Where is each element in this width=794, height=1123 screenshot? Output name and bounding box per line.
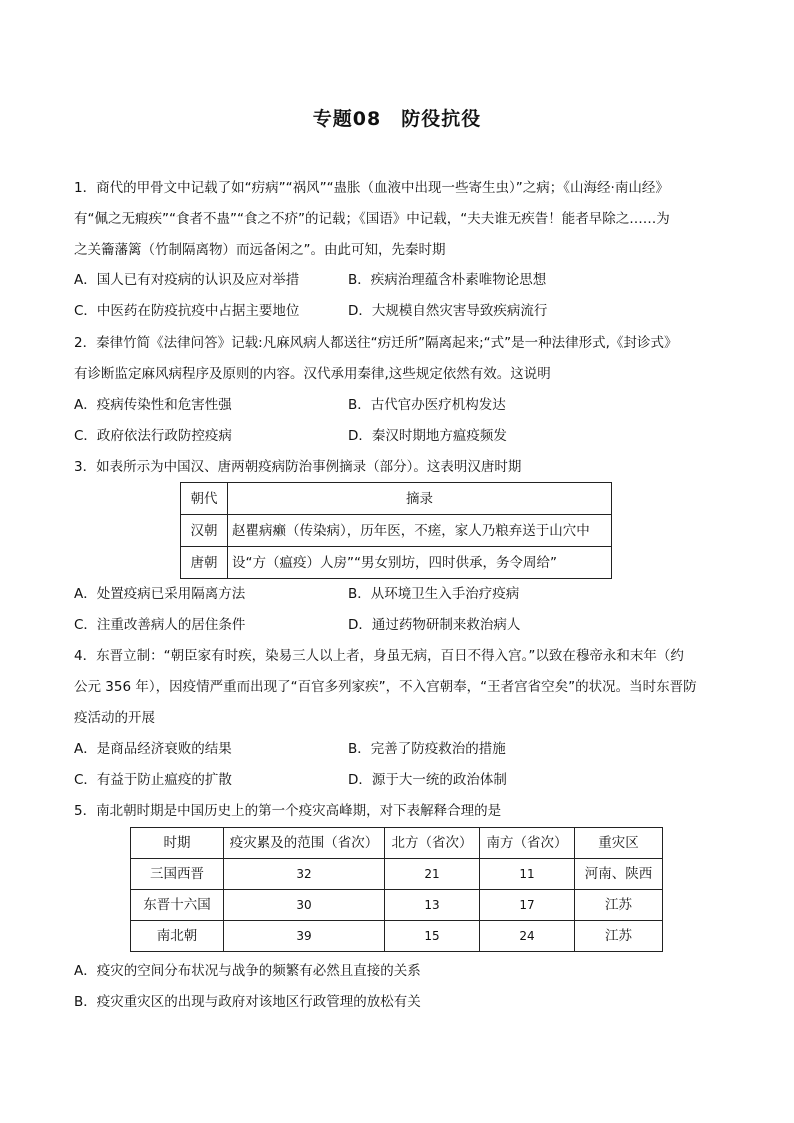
q4-stem-line-3: 疫活动的开展 <box>74 710 155 726</box>
table-header-cell: 摘录 <box>228 483 612 515</box>
q2-option-d[interactable]: D．秦汉时期地方瘟疫频发 <box>348 428 507 444</box>
table-cell: 赵瞿病癞（传染病），历年医，不瘥，家人乃粮弃送于山穴中 <box>228 515 612 547</box>
table-cell: 南北朝 <box>131 921 224 952</box>
table-cell: 汉朝 <box>181 515 228 547</box>
q4-option-b[interactable]: B．完善了防疫救治的措施 <box>348 741 506 757</box>
table-cell: 东晋十六国 <box>131 890 224 921</box>
q2-option-a[interactable]: A．疫病传染性和危害性强 <box>74 397 232 413</box>
table-cell: 江苏 <box>575 921 663 952</box>
table-cell: 17 <box>480 890 575 921</box>
q2-option-c[interactable]: C．政府依法行政防控疫病 <box>74 428 232 444</box>
table-row <box>131 859 663 890</box>
q5-option-a[interactable]: A．疫灾的空间分布状况与战争的频繁有必然且直接的关系 <box>74 963 421 979</box>
q4-option-a[interactable]: A．是商品经济衰败的结果 <box>74 741 232 757</box>
q3-option-a[interactable]: A．处置疫病已采用隔离方法 <box>74 586 246 602</box>
table-cell: 13 <box>385 890 480 921</box>
q3-stem: 3．如表所示为中国汉、唐两朝疫病防治事例摘录（部分）。这表明汉唐时期 <box>74 459 522 475</box>
table-cell: 唐朝 <box>181 547 228 579</box>
q3-table <box>180 482 612 579</box>
page-title: 专题08 防役抗役 <box>312 108 482 130</box>
table-cell: 39 <box>224 921 385 952</box>
q5-option-b[interactable]: B．疫灾重灾区的出现与政府对该地区行政管理的放松有关 <box>74 994 421 1010</box>
q3-option-b[interactable]: B．从环境卫生入手治疗疫病 <box>348 586 520 602</box>
q1-stem-line-2: 有“佩之无瘕疾”“食者不蛊”“食之不疥”的记载；《国语》中记载，“夫夫谁无疾眚！能者早除之……为 <box>74 211 670 227</box>
table-row <box>131 890 663 921</box>
table-header-cell: 朝代 <box>181 483 228 515</box>
table-cell: 江苏 <box>575 890 663 921</box>
table-cell: 24 <box>480 921 575 952</box>
q1-option-a[interactable]: A．国人已有对疫病的认识及应对举措 <box>74 272 300 288</box>
table-row <box>181 547 612 579</box>
q2-stem-line-2: 有诊断监定麻风病程序及原则的内容。汉代承用秦律,这些规定依然有效。这说明 <box>74 366 551 382</box>
q4-stem-line-1: 4．东晋立制：“朝臣家有时疾，染易三人以上者，身虽无病，百日不得入宫。”以致在穆帝永和末年（约 <box>74 648 684 664</box>
q1-option-d[interactable]: D．大规模自然灾害导致疾病流行 <box>348 303 548 319</box>
table-cell: 30 <box>224 890 385 921</box>
table-header-cell: 重灾区 <box>575 828 663 859</box>
table-header-cell: 时期 <box>131 828 224 859</box>
table-header-row <box>181 483 612 515</box>
q1-option-c[interactable]: C．中医药在防疫抗疫中占据主要地位 <box>74 303 300 319</box>
q2-stem-line-1: 2．秦律竹简《法律问答》记载:凡麻风病人都送往“疠迁所”隔离起来;“式”是一种法律形式,《封诊式》 <box>74 335 678 351</box>
q1-stem-line-3: 之关籥藩篱（竹制隔离物）而远备闲之”。由此可知，先秦时期 <box>74 242 446 258</box>
table-cell: 32 <box>224 859 385 890</box>
table-header-cell: 南方（省次） <box>480 828 575 859</box>
table-header-cell: 北方（省次） <box>385 828 480 859</box>
table-cell: 河南、陕西 <box>575 859 663 890</box>
q4-stem-line-2: 公元 356 年），因疫情严重而出现了“百官多列家疾”，不入宫朝奉，“王者宫省空矣”的状况。当时东晋防 <box>74 679 697 695</box>
q3-option-c[interactable]: C．注重改善病人的居住条件 <box>74 617 246 633</box>
table-cell: 15 <box>385 921 480 952</box>
q4-option-d[interactable]: D．源于大一统的政治体制 <box>348 772 507 788</box>
q5-table <box>130 827 663 952</box>
table-header-row <box>131 828 663 859</box>
table-header-cell: 疫灾累及的范围（省次） <box>224 828 385 859</box>
table-row <box>131 921 663 952</box>
q5-stem: 5．南北朝时期是中国历史上的第一个疫灾高峰期，对下表解释合理的是 <box>74 803 502 819</box>
table-cell: 11 <box>480 859 575 890</box>
q4-option-c[interactable]: C．有益于防止瘟疫的扩散 <box>74 772 232 788</box>
q2-option-b[interactable]: B．古代官办医疗机构发达 <box>348 397 506 413</box>
table-cell: 设“方（瘟疫）人房”“男女别坊，四时供承，务令周给” <box>228 547 612 579</box>
table-row <box>181 515 612 547</box>
q1-stem-line-1: 1．商代的甲骨文中记载了如“疠病”“祸风”“蛊胀（血液中出现一些寄生虫）”之病；《山海经·南山经》 <box>74 180 669 196</box>
q3-option-d[interactable]: D．通过药物研制来救治病人 <box>348 617 521 633</box>
table-cell: 三国西晋 <box>131 859 224 890</box>
q1-option-b[interactable]: B．疾病治理蕴含朴素唯物论思想 <box>348 272 547 288</box>
table-cell: 21 <box>385 859 480 890</box>
